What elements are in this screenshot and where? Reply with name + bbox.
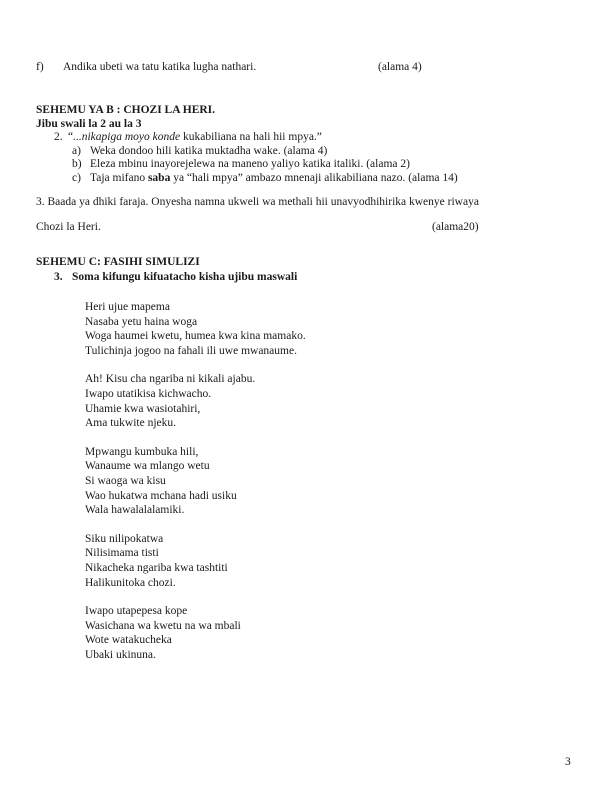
section-b-subtitle: Jibu swali la 2 au la 3 (36, 117, 142, 130)
poem-line: Mpwangu kumbuka hili, (85, 445, 199, 458)
question-2a-marker: a) (72, 144, 81, 157)
poem-line: Uhamie kwa wasiotahiri, (85, 402, 201, 415)
question-2c-pre: Taja mifano (90, 171, 148, 184)
poem-stanza (85, 300, 505, 358)
question-f (36, 61, 576, 73)
question-2c-bold-word: saba (147, 171, 171, 184)
section-b-header (36, 104, 576, 131)
poem-line: Iwapo utatikisa kichwacho. (85, 387, 212, 400)
question-2b-marker: b) (72, 158, 82, 171)
poem-line: Wanaume wa mlango wetu (85, 460, 210, 473)
question-2c-post: ya “hali mpya” ambazo mnenaji alikabiliana nazo. (alama 14) (170, 171, 458, 184)
question-f-marks: (alama 4) (378, 61, 422, 73)
section-c-question-text: Soma kifungu kifuatacho kisha ujibu maswali (72, 271, 298, 283)
question-2c-marker: c) (72, 171, 81, 184)
poem-stanza (85, 604, 505, 662)
poem-line: Iwapo utapepesa kope (85, 605, 188, 618)
poem-line: Nikacheka ngariba kwa tashtiti (85, 561, 228, 574)
quote-rest: kukabiliana na hali hii mpya.” (180, 131, 322, 143)
question-f-text: Andika ubeti wa tatu katika lugha nathari. (63, 61, 257, 73)
question-3-line2: Chozi la Heri. (36, 221, 101, 233)
poem-line: Nasaba yetu haina woga (85, 315, 198, 328)
poem-stanza (85, 372, 505, 430)
question-3-marks: (alama20) (432, 221, 479, 233)
poem-line: Wala hawalalalamiki. (85, 504, 185, 517)
poem-line: Heri ujue mapema (85, 301, 170, 313)
question-2 (54, 131, 576, 185)
section-c-question (54, 271, 576, 285)
question-2b-text: Eleza mbinu inayorejelewa na maneno yaliyo katika italiki. (alama 2) (90, 158, 410, 171)
poem-line: Ah! Kisu cha ngariba ni kikali ajabu. (85, 373, 256, 386)
poem-line: Tulichinja jogoo na fahali ili uwe mwanaume. (85, 344, 297, 357)
question-2a-text: Weka dondoo hili katika muktadha wake. (alama 4) (90, 144, 328, 157)
question-2c-text (90, 172, 458, 186)
question-f-marker: f) (36, 61, 44, 73)
poem-line: Siku nilipokatwa (85, 532, 164, 545)
page-number: 3 (565, 756, 571, 768)
section-c-question-marker: 3. (54, 271, 63, 283)
poem-line: Wao hukatwa mchana hadi usiku (85, 489, 237, 502)
question-2-quote-text (68, 131, 322, 145)
question-3-line1: 3. Baada ya dhiki faraja. Onyesha namna ukweli wa methali hii unavyodhihirika kwenye riwaya (36, 196, 479, 208)
poem-line: Halikunitoka chozi. (85, 576, 176, 589)
question-2b (54, 158, 576, 172)
poem-line: Wote watakucheka (85, 634, 172, 647)
quote-italic-part: ...nikapiga moyo konde (73, 131, 181, 143)
poem-line: Nilisimama tisti (85, 547, 159, 560)
poem (85, 300, 505, 676)
poem-line: Wasichana wa kwetu na wa mbali (85, 619, 241, 632)
poem-line: Ubaki ukinuna. (85, 648, 156, 661)
quote-open: “ (68, 131, 74, 143)
poem-line: Ama tukwite njeku. (85, 417, 177, 430)
question-2a (54, 145, 576, 159)
question-2-marker: 2. (54, 131, 63, 143)
question-3 (36, 190, 576, 240)
poem-stanza (85, 445, 505, 518)
poem-stanza (85, 532, 505, 590)
question-3-line2-row (36, 215, 576, 240)
poem-line: Woga haumei kwetu, humea kwa kina mamako. (85, 330, 306, 343)
section-b-title: SEHEMU YA B : CHOZI LA HERI. (36, 104, 216, 116)
section-c-title: SEHEMU C: FASIHI SIMULIZI (36, 256, 200, 268)
question-2c (54, 172, 576, 186)
poem-line: Si waoga wa kisu (85, 474, 166, 487)
section-c-header (36, 256, 576, 270)
question-2-quote (54, 131, 576, 145)
